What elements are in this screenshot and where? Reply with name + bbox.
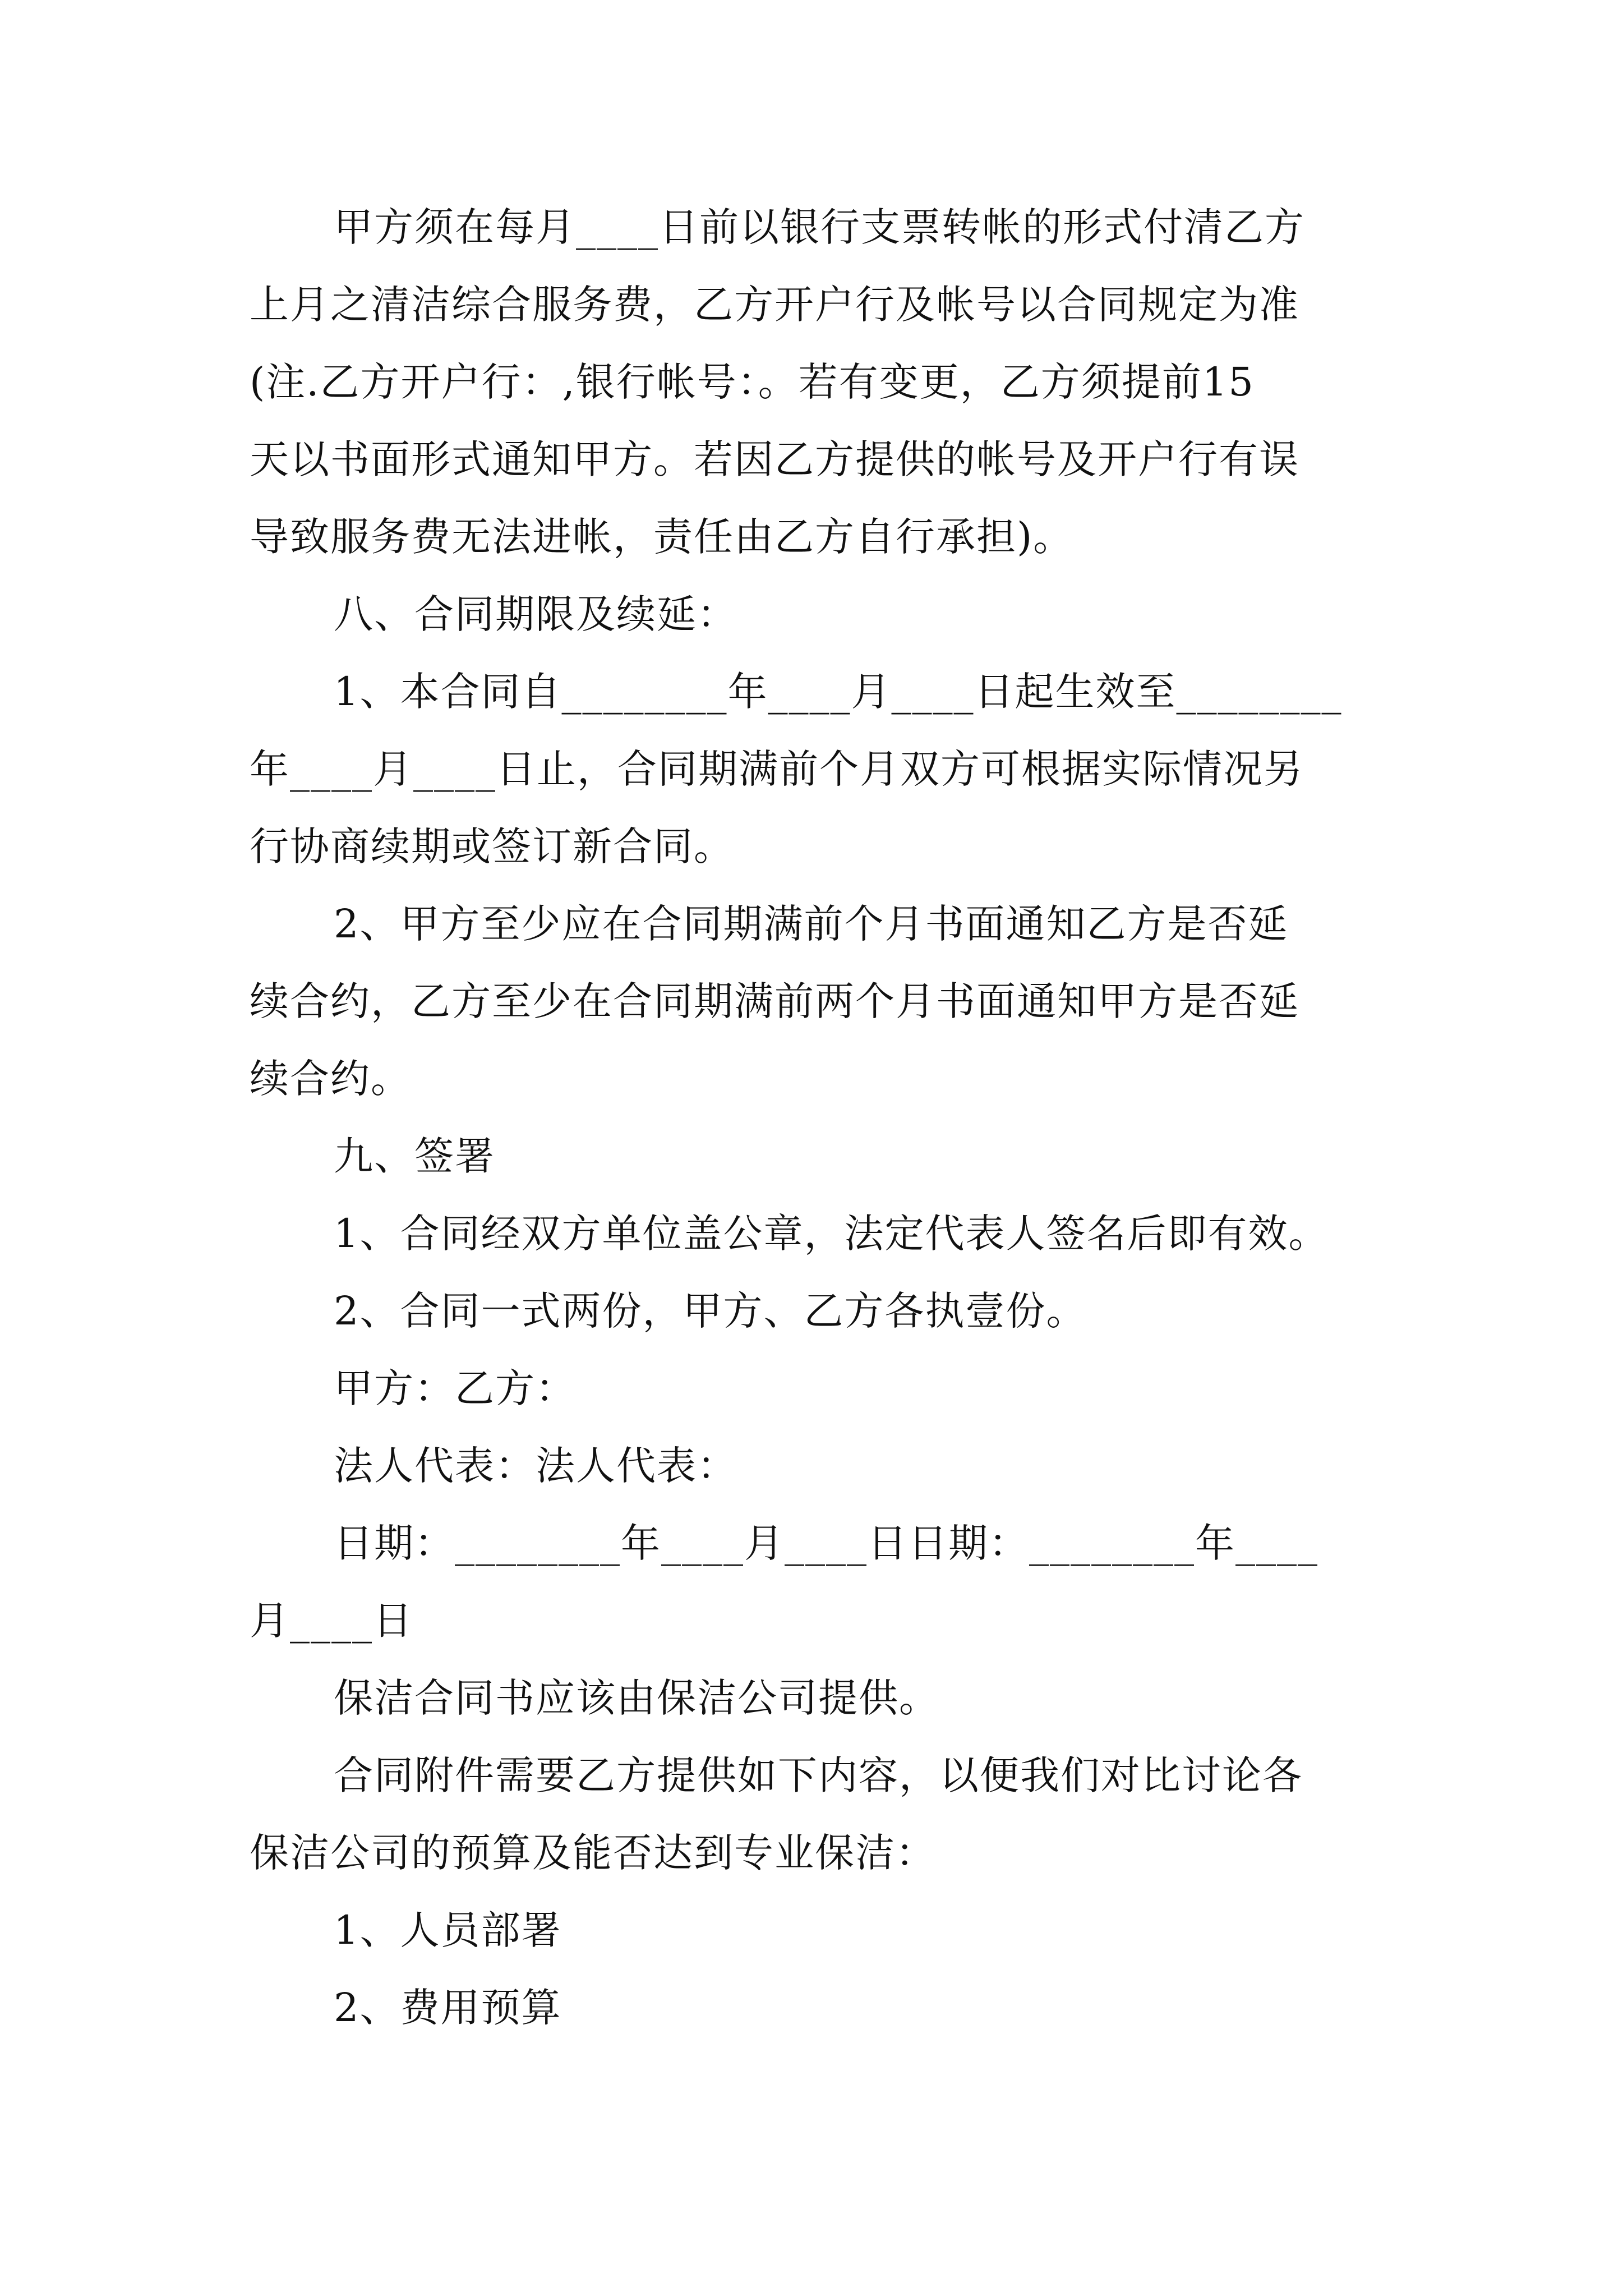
provider-note: 保洁合同书应该由保洁公司提供。 <box>334 1675 939 1721</box>
attachment-requirement-line-2: 保洁公司的预算及能否达到专业保洁： <box>250 1830 936 1876</box>
term-clause-2-line-3: 续合约。 <box>250 1056 411 1102</box>
parties-line: 甲方：乙方： <box>334 1365 576 1411</box>
payment-clause-line-4: 天以书面形式通知甲方。若因乙方提供的帐号及开户行有误 <box>250 436 1299 482</box>
date-line-2: 月____日 <box>250 1598 413 1644</box>
term-clause-1-line-1: 1、本合同自________年____月____日起生效至________ <box>334 669 1343 715</box>
term-clause-2-line-1: 2、甲方至少应在合同期满前个月书面通知乙方是否延 <box>334 901 1289 947</box>
signing-clause-1: 1、合同经双方单位盖公章，法定代表人签名后即有效。 <box>334 1211 1329 1257</box>
term-clause-2-line-2: 续合约，乙方至少在合同期满前两个月书面通知甲方是否延 <box>250 978 1299 1024</box>
document-body <box>250 204 1382 2065</box>
signing-clause-2: 2、合同一式两份，甲方、乙方各执壹份。 <box>334 1288 1087 1334</box>
attachment-requirement-line-1: 合同附件需要乙方提供如下内容，以便我们对比讨论各 <box>334 1752 1303 1798</box>
legal-representatives-line: 法人代表：法人代表： <box>334 1443 737 1489</box>
payment-clause-line-1: 甲方须在每月____日前以银行支票转帐的形式付清乙方 <box>334 204 1305 250</box>
term-clause-1-line-3: 行协商续期或签订新合同。 <box>250 823 734 869</box>
payment-clause-line-5: 导致服务费无法进帐，责任由乙方自行承担)。 <box>250 514 1074 560</box>
term-clause-1-line-2: 年____月____日止，合同期满前个月双方可根据实际情况另 <box>250 746 1304 792</box>
attachment-item-1: 1、人员部署 <box>334 1907 562 1953</box>
attachment-item-2: 2、费用预算 <box>334 1985 562 2031</box>
payment-clause-line-3: (注.乙方开户行：,银行帐号：。若有变更，乙方须提前15 <box>250 359 1255 405</box>
payment-clause-line-2: 上月之清洁综合服务费，乙方开户行及帐号以合同规定为准 <box>250 282 1299 328</box>
section-heading-signing: 九、签署 <box>334 1133 495 1179</box>
date-line-1: 日期：________年____月____日日期：________年____ <box>334 1520 1318 1566</box>
section-heading-term: 八、合同期限及续延： <box>334 591 737 637</box>
